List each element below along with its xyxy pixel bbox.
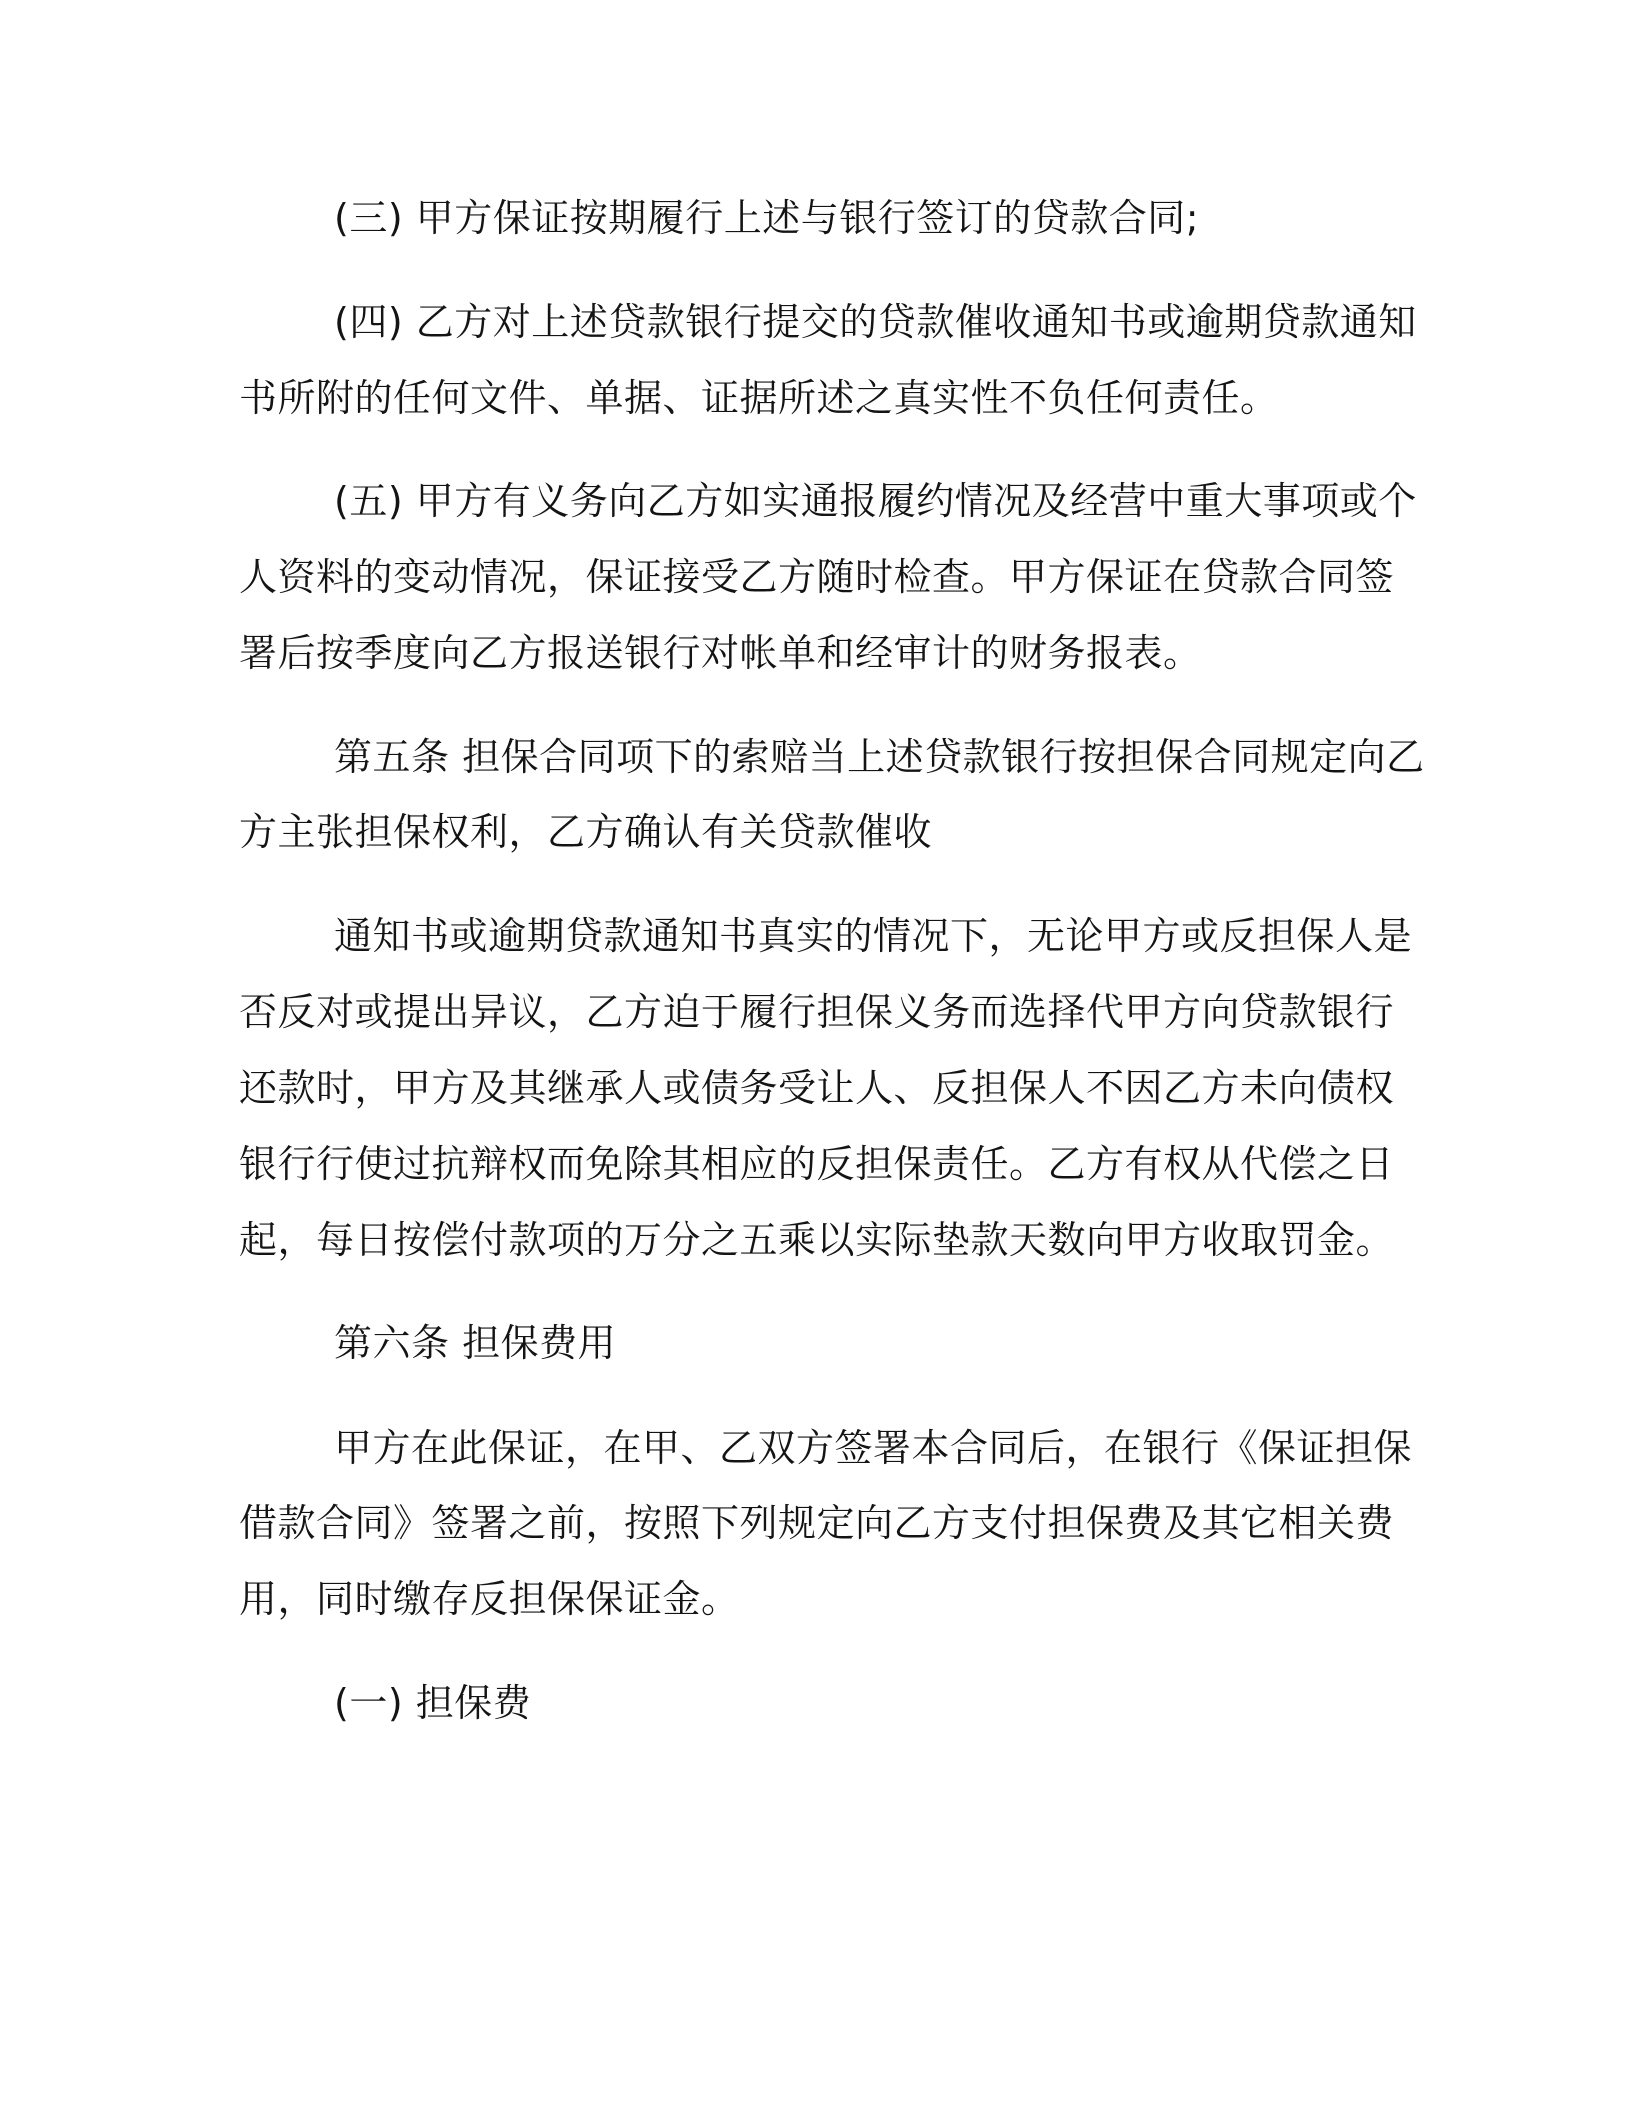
article-5-line-1: 第五条 担保合同项下的索赔当上述贷款银行按担保合同规定向乙 bbox=[334, 735, 1425, 779]
article-6-body-line-3: 用，同时缴存反担保保证金。 bbox=[239, 1577, 740, 1621]
article-5-body-line-3: 还款时，甲方及其继承人或债务受让人、反担保人不因乙方未向债权 bbox=[239, 1066, 1395, 1110]
article-5-body-line-1: 通知书或逾期贷款通知书真实的情况下，无论甲方或反担保人是 bbox=[334, 914, 1413, 958]
article-6-body-line-1: 甲方在此保证，在甲、乙双方签署本合同后，在银行《保证担保 bbox=[334, 1426, 1413, 1470]
article-6-item-1-heading: (一) 担保费 bbox=[334, 1681, 532, 1725]
article-6-heading: 第六条 担保费用 bbox=[334, 1321, 617, 1365]
article-5-body-line-5: 起，每日按偿付款项的万分之五乘以实际垫款天数向甲方收取罚金。 bbox=[239, 1218, 1395, 1262]
clause-5-line-3: 署后按季度向乙方报送银行对帐单和经审计的财务报表。 bbox=[239, 631, 1202, 675]
clause-5-line-1: (五) 甲方有义务向乙方如实通报履约情况及经营中重大事项或个 bbox=[334, 479, 1417, 523]
clause-3-line-1: (三) 甲方保证按期履行上述与银行签订的贷款合同; bbox=[334, 196, 1200, 240]
clause-4-line-2: 书所附的任何文件、单据、证据所述之真实性不负任何责任。 bbox=[239, 376, 1279, 420]
article-5-body-line-4: 银行行使过抗辩权而免除其相应的反担保责任。乙方有权从代偿之日 bbox=[239, 1142, 1395, 1186]
article-5-line-2: 方主张担保权利，乙方确认有关贷款催收 bbox=[239, 810, 933, 854]
clause-5-line-2: 人资料的变动情况，保证接受乙方随时检查。甲方保证在贷款合同签 bbox=[239, 555, 1395, 599]
article-5-body-line-2: 否反对或提出异议，乙方迫于履行担保义务而选择代甲方向贷款银行 bbox=[239, 990, 1395, 1034]
clause-4-line-1: (四) 乙方对上述贷款银行提交的贷款催收通知书或逾期贷款通知 bbox=[334, 300, 1417, 344]
article-6-body-line-2: 借款合同》签署之前，按照下列规定向乙方支付担保费及其它相关费 bbox=[239, 1501, 1395, 1545]
